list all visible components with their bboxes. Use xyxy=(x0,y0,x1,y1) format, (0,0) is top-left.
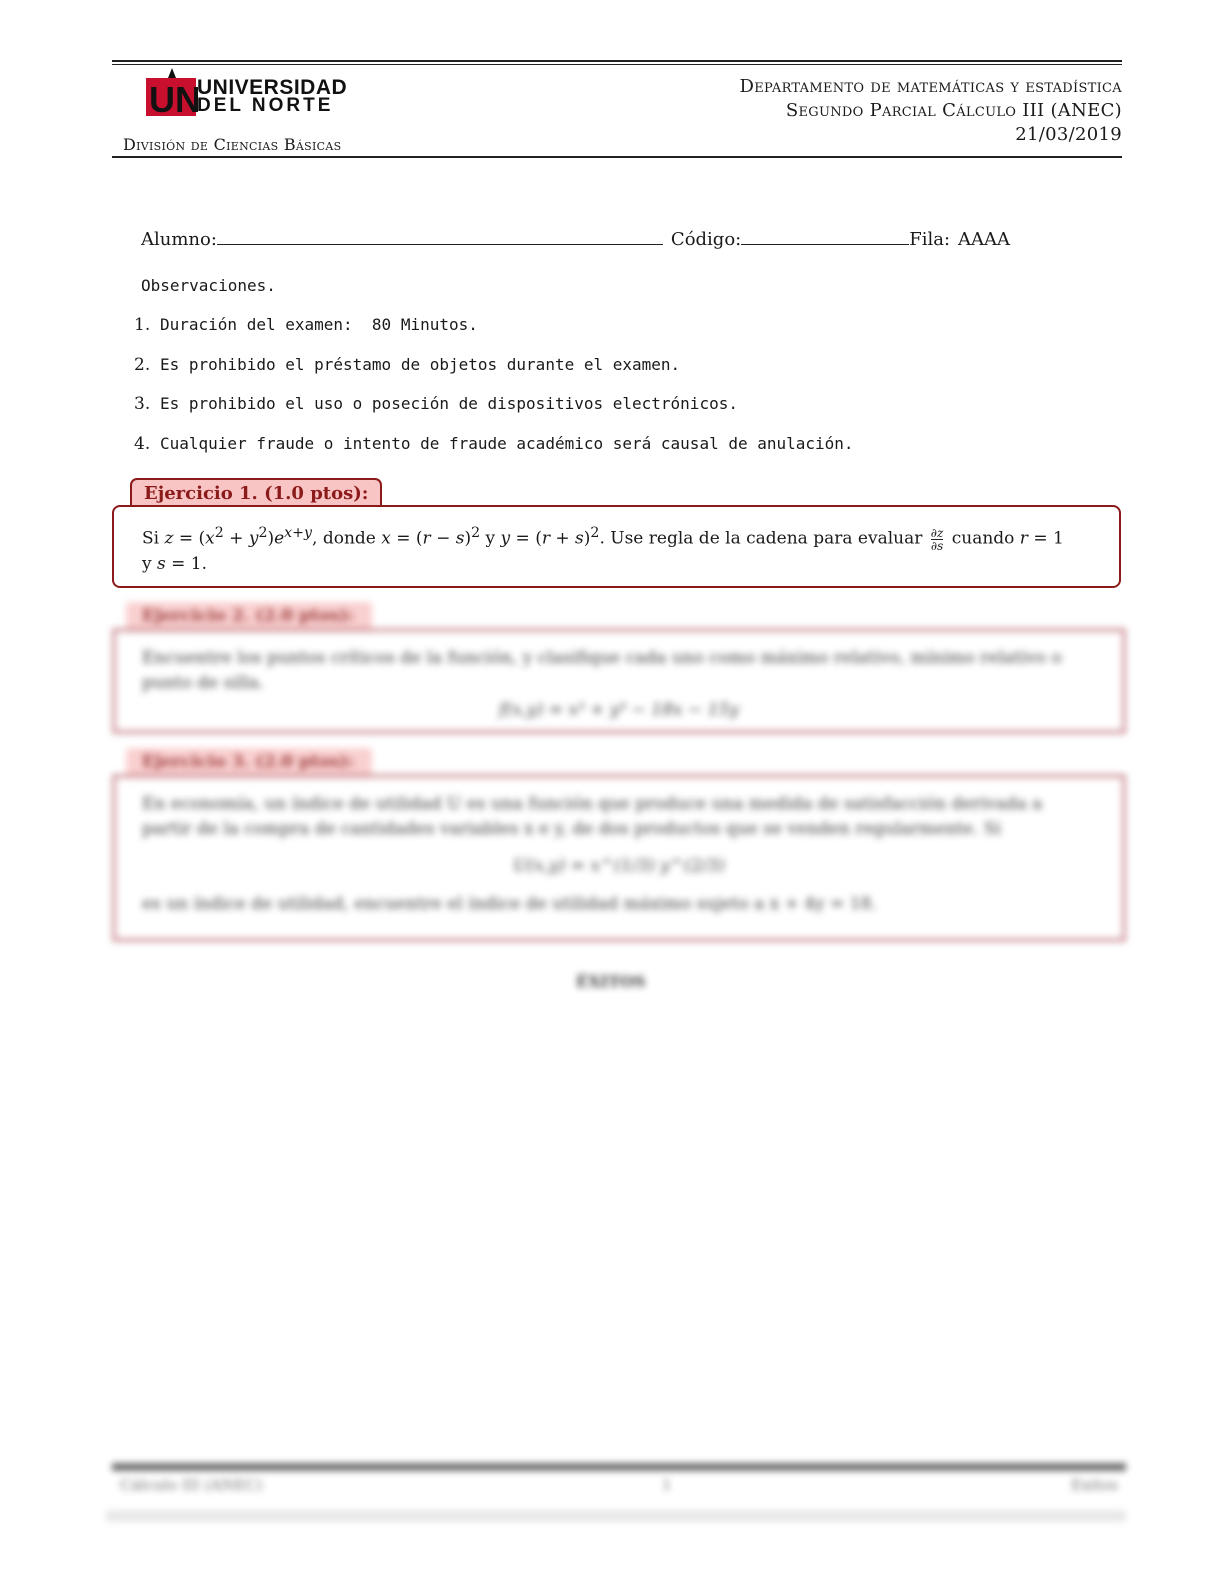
header-right xyxy=(740,75,1123,147)
header-top-rule-thin xyxy=(112,64,1122,65)
exercise1-title: Ejercicio 1. (1.0 ptos): xyxy=(130,478,382,508)
closing-message: ÉXITOS xyxy=(576,972,646,991)
partial-derivative: $\frac{\partial z}{\partial s}$ xyxy=(930,525,944,553)
header-bottom-rule xyxy=(112,156,1122,158)
alumno-field[interactable] xyxy=(217,227,663,245)
codigo-field[interactable] xyxy=(741,227,909,245)
footer-course: Cálculo III (ANEC) xyxy=(120,1476,263,1494)
exam-date: 21/03/2019 xyxy=(1015,124,1122,145)
exercise3-formula: U(x,y) = x^(1/3) y^(2/3) xyxy=(513,856,725,876)
exercise2-formula: f(x,y) = x³ + y³ − 18x − 15y xyxy=(499,700,739,720)
footer-right: Exitos xyxy=(1071,1476,1118,1494)
exercise2-title: Ejercicio 2. (2.0 ptos): xyxy=(142,606,354,626)
logo-line2: DEL NORTE xyxy=(197,95,334,116)
codigo-label: Código: xyxy=(670,229,742,250)
observations-title: Observaciones. xyxy=(141,276,276,295)
logo-line1: UNIVERSIDAD xyxy=(197,76,348,99)
exercise1-box xyxy=(112,505,1121,588)
exercise1-text: Si $z = (x^2 + y^2)e^{x+y}$, donde $x = (r - s)^2$ y $y = (r + s)^2$. Use regla de la cadena para evaluar $\frac{\partial z}{\partial s}$ cuando r = 1 y s = 1. xyxy=(142,525,1064,574)
footer xyxy=(112,1476,1126,1494)
observation-item: 1. Duración del examen: 80 Minutos. xyxy=(134,315,478,335)
exercise3-box xyxy=(112,774,1126,942)
alumno-label: Alumno: xyxy=(141,229,217,250)
footer-bottom-bar xyxy=(106,1510,1126,1522)
exercise3-title: Ejercicio 3. (2.0 ptos): xyxy=(142,752,354,772)
observations-list xyxy=(134,315,854,473)
header-top-rule xyxy=(112,60,1122,62)
footer-page-number: 1 xyxy=(662,1476,672,1494)
exercise3-text: En economía, un índice de utilidad U es una función que produce una medida de satisfacción derivada a partir de la compra de cantidades variables x e y, de dos productos que se venden regularmente. Si xyxy=(142,794,1043,839)
exercise3-text2: es un índice de utilidad, encuentre el índice de utilidad máximo sujeto a x + 4y = 18. xyxy=(142,894,877,914)
fila-label: Fila: xyxy=(909,229,951,250)
exercise2-box xyxy=(112,628,1126,734)
fila-value: AAAA xyxy=(958,229,1011,250)
observation-item: 3. Es prohibido el uso o poseción de dispositivos electrónicos. xyxy=(134,394,738,414)
svg-text:UN: UN xyxy=(149,79,198,118)
logo-mark-icon xyxy=(146,68,198,118)
footer-rule xyxy=(112,1463,1126,1471)
observation-item: 2. Es prohibido el préstamo de objetos durante el examen. xyxy=(134,354,681,375)
division-name: División de Ciencias Básicas xyxy=(123,135,342,154)
exercise2-text: Encuentre los puntos críticos de la función, y clasifique cada uno como máximo relativo, mínimo relativo o punto de silla. xyxy=(142,648,1062,693)
department-name: Departamento de matemáticas y estadística xyxy=(739,76,1122,97)
exam-title: Segundo Parcial Cálculo III (ANEC) xyxy=(785,100,1122,121)
student-info-line xyxy=(141,227,1010,250)
observation-item: 4. Cualquier fraude o intento de fraude académico será causal de anulación. xyxy=(134,433,854,454)
